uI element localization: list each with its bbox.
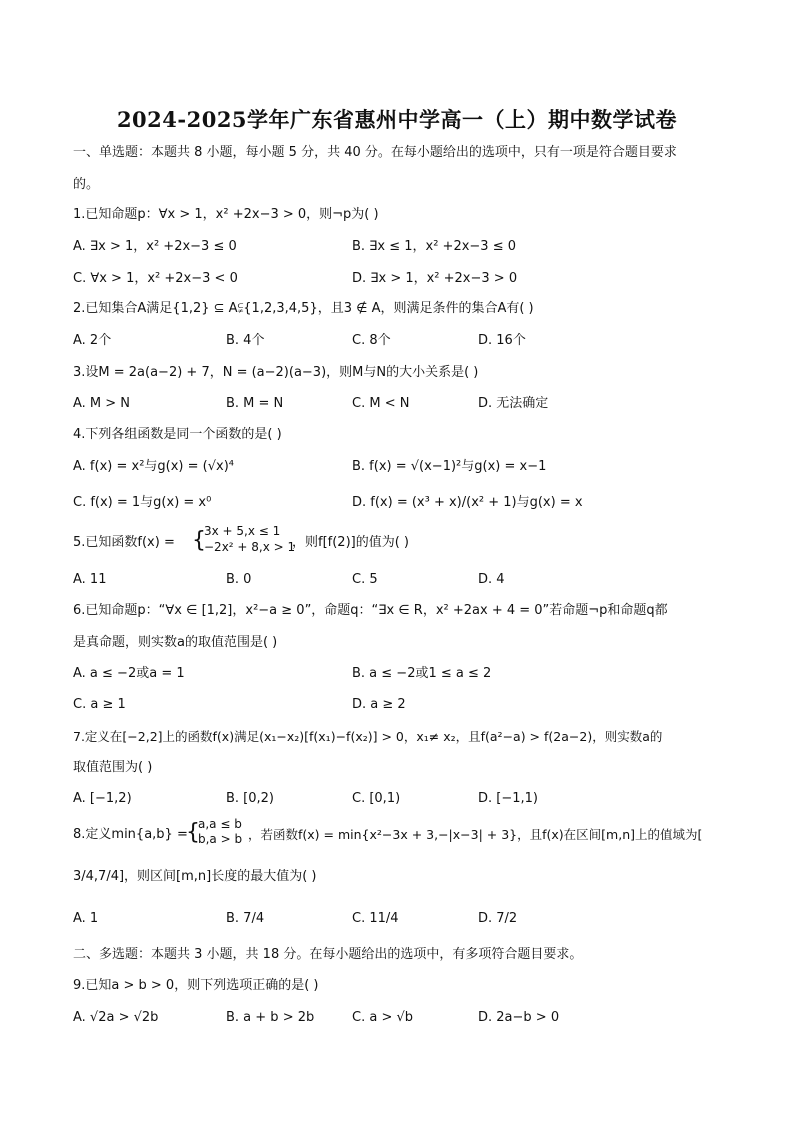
question-1-option-a: A. ∃x > 1，x² +2x−3 ≤ 0 [73,239,237,254]
question-8-stem-prefix: 8.定义min{a,b} = [73,827,188,842]
question-5-case-2: −2x² + 8,x > 1 [204,540,296,554]
question-8-case-2: b,a > b [198,832,243,846]
question-4-option-a: A. f(x) = x²与g(x) = (√x)⁴ [73,459,234,474]
question-8-stem-suffix: ，若函数f(x) = min{x²−3x + 3,−|x−3| + 3}，且f(x)在区间[m,n]上的值域为[ [248,827,703,842]
question-1-option-b: B. ∃x ≤ 1，x² +2x−3 ≤ 0 [352,239,517,254]
question-8-option-b: B. 7/4 [226,911,265,926]
question-4-option-d: D. f(x) = (x³ + x)/(x² + 1)与g(x) = x [352,495,583,510]
question-7-stem-cont: 取值范围为( ) [73,760,153,775]
question-9-stem: 9.已知a > b > 0，则下列选项正确的是( ) [73,978,319,993]
question-6-option-d: D. a ≥ 2 [352,697,406,712]
question-1-stem: 1.已知命题p：∀x > 1，x² +2x−3 > 0，则¬p为( ) [73,207,379,222]
question-5-option-c: C. 5 [352,572,378,587]
question-2-option-c: C. 8个 [352,333,391,348]
section-1-heading-cont: 的。 [73,177,100,192]
question-4-stem: 4.下列各组函数是同一个函数的是( ) [73,427,282,442]
question-2-option-d: D. 16个 [478,333,526,348]
question-5-stem-suffix: ，则f[f(2)]的值为( ) [292,535,409,550]
question-8-case-1: a,a ≤ b [198,817,242,831]
left-brace-icon: { [186,820,200,845]
question-7-stem: 7.定义在[−2,2]上的函数f(x)满足(x₁−x₂)[f(x₁)−f(x₂)] > 0，x₁≠ x₂，且f(a²−a) > f(2a−2)，则实数a的 [73,729,663,744]
question-3-stem: 3.设M = 2a(a−2) + 7，N = (a−2)(a−3)，则M与N的大小关系是( ) [73,365,479,380]
left-brace-icon: { [192,528,206,553]
question-7-option-d: D. [−1,1) [478,791,538,806]
section-2-heading: 二、多选题：本题共 3 小题，共 18 分。在每小题给出的选项中，有多项符合题目要求。 [73,947,583,962]
question-5-stem-prefix: 5.已知函数f(x) = [73,535,175,550]
question-2-stem: 2.已知集合A满足{1,2} ⊆ A⫋{1,2,3,4,5}，且3 ∉ A，则满足条件的集合A有( ) [73,301,534,316]
page-title: 2024-2025学年广东省惠州中学高一（上）期中数学试卷 [116,107,678,132]
question-6-option-a: A. a ≤ −2或a = 1 [73,666,185,681]
question-7-option-b: B. [0,2) [226,791,275,806]
question-6-stem-cont: 是真命题，则实数a的取值范围是( ) [73,635,278,650]
question-2-option-a: A. 2个 [73,333,112,348]
question-4-option-b: B. f(x) = √(x−1)²与g(x) = x−1 [352,459,547,474]
question-8-option-c: C. 11/4 [352,911,399,926]
question-1-option-d: D. ∃x > 1，x² +2x−3 > 0 [352,271,518,286]
question-5-case-1: 3x + 5,x ≤ 1 [204,524,281,538]
question-3-option-a: A. M > N [73,396,131,411]
question-6-option-c: C. a ≥ 1 [73,697,126,712]
question-4-option-c: C. f(x) = 1与g(x) = x⁰ [73,495,212,510]
question-3-option-c: C. M < N [352,396,410,411]
question-8-option-a: A. 1 [73,911,99,926]
question-6-option-b: B. a ≤ −2或1 ≤ a ≤ 2 [352,666,492,681]
question-1-option-c: C. ∀x > 1，x² +2x−3 < 0 [73,271,238,286]
question-7-option-c: C. [0,1) [352,791,401,806]
section-1-heading: 一、单选题：本题共 8 小题，每小题 5 分，共 40 分。在每小题给出的选项中，只有一项是符合题目要求 [73,145,677,160]
question-8-stem-cont: 3/4,7/4]，则区间[m,n]长度的最大值为( ) [73,869,317,884]
question-9-option-b: B. a + b > 2b [226,1010,315,1025]
question-3-option-b: B. M = N [226,396,284,411]
question-5-option-b: B. 0 [226,572,252,587]
question-8-option-d: D. 7/2 [478,911,518,926]
question-6-stem: 6.已知命题p：“∀x ∈ [1,2]，x²−a ≥ 0”，命题q：“∃x ∈ R，x² +2ax + 4 = 0”若命题¬p和命题q都 [73,603,668,618]
question-9-option-c: C. a > √b [352,1010,414,1025]
question-7-option-a: A. [−1,2) [73,791,132,806]
question-2-option-b: B. 4个 [226,333,265,348]
question-5-option-d: D. 4 [478,572,505,587]
question-9-option-a: A. √2a > √2b [73,1010,159,1025]
question-5-option-a: A. 11 [73,572,107,587]
question-9-option-d: D. 2a−b > 0 [478,1010,560,1025]
question-3-option-d: D. 无法确定 [478,396,549,411]
